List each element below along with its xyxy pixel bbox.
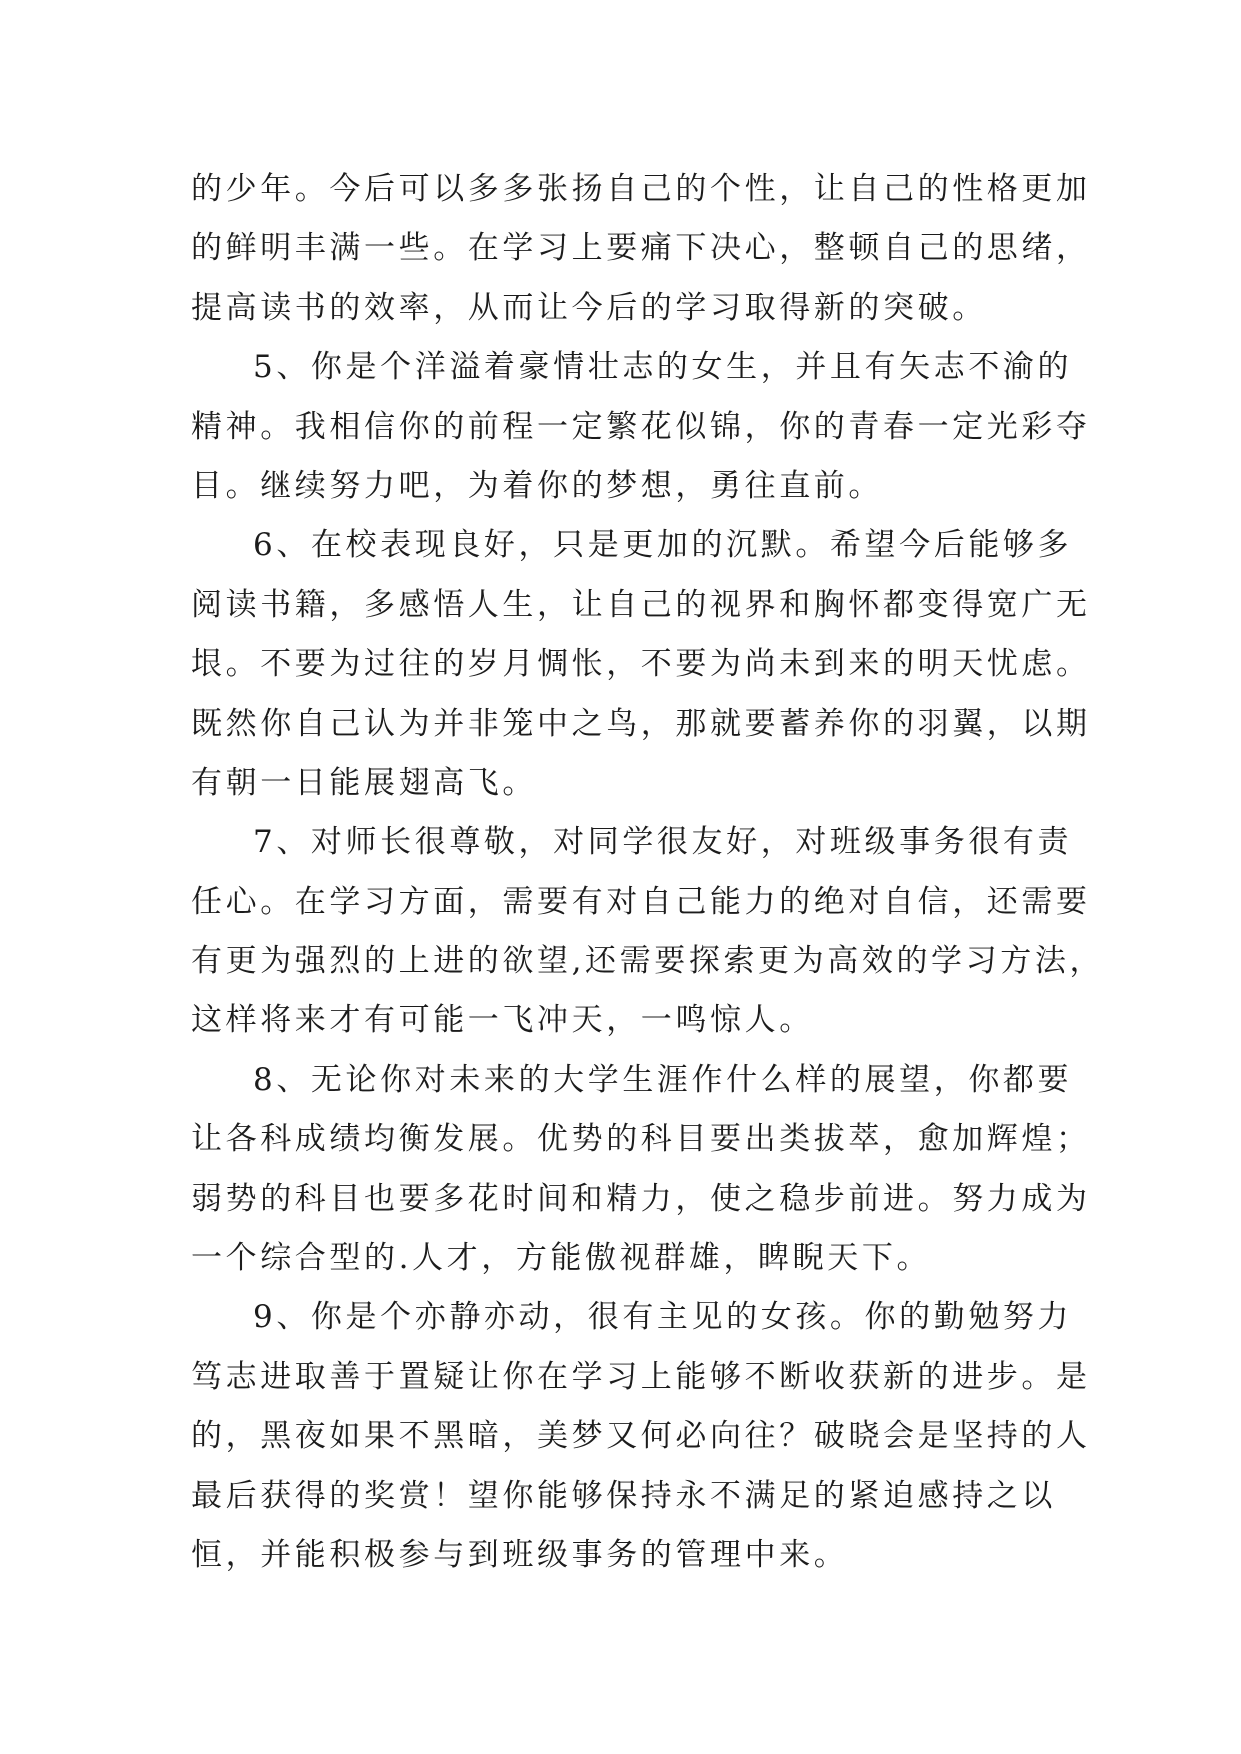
text-line: 5、你是个洋溢着豪情壮志的女生，并且有矢志不渝的 bbox=[253, 349, 1073, 386]
text-line: 让各科成绩均衡发展。优势的科目要出类拔萃，愈加辉煌； bbox=[191, 1121, 1091, 1158]
text-line: 恒，并能积极参与到班级事务的管理中来。 bbox=[191, 1536, 849, 1573]
text-line: 最后获得的奖赏！望你能够保持永不满足的紧迫感持之以 bbox=[191, 1477, 1056, 1514]
text-line: 的鲜明丰满一些。在学习上要痛下决心，整顿自己的思绪， bbox=[191, 230, 1091, 267]
text-line: 9、你是个亦静亦动，很有主见的女孩。你的勤勉努力 bbox=[253, 1299, 1073, 1336]
text-line: 垠。不要为过往的岁月惆怅，不要为尚未到来的明天忧虑。 bbox=[191, 646, 1091, 683]
text-line: 笃志进取善于置疑让你在学习上能够不断收获新的进步。是 bbox=[191, 1358, 1091, 1395]
text-line: 6、在校表现良好，只是更加的沉默。希望今后能够多 bbox=[253, 527, 1073, 564]
text-line: 既然你自己认为并非笼中之鸟，那就要蓄养你的羽翼，以期 bbox=[191, 705, 1091, 742]
text-line: 的，黑夜如果不黑暗，美梦又何必向往？破晓会是坚持的人 bbox=[191, 1418, 1091, 1455]
paragraph-item-8 bbox=[191, 1051, 1091, 1289]
paragraph-item-6 bbox=[191, 516, 1091, 813]
paragraph-continuation bbox=[191, 160, 1091, 338]
paragraph-item-7 bbox=[191, 813, 1105, 1051]
text-line: 弱势的科目也要多花时间和精力，使之稳步前进。努力成为 bbox=[191, 1180, 1091, 1217]
text-line: 8、无论你对未来的大学生涯作什么样的展望，你都要 bbox=[253, 1061, 1073, 1098]
text-line: 有更为强烈的上进的欲望,还需要探索更为高效的学习方法， bbox=[191, 943, 1105, 980]
text-line: 的少年。今后可以多多张扬自己的个性，让自己的性格更加 bbox=[191, 171, 1091, 207]
paragraph-item-9 bbox=[191, 1288, 1091, 1585]
text-line: 阅读书籍，多感悟人生，让自己的视界和胸怀都变得宽广无 bbox=[191, 586, 1091, 623]
text-line: 有朝一日能展翅高飞。 bbox=[191, 764, 537, 801]
text-line: 目。继续努力吧，为着你的梦想，勇往直前。 bbox=[191, 467, 883, 504]
text-line: 任心。在学习方面，需要有对自己能力的绝对自信，还需要 bbox=[191, 883, 1091, 920]
text-line: 一个综合型的.人才，方能傲视群雄，睥睨天下。 bbox=[191, 1240, 932, 1277]
text-line: 这样将来才有可能一飞冲天，一鸣惊人。 bbox=[191, 1002, 814, 1039]
text-line: 7、对师长很尊敬，对同学很友好，对班级事务很有责 bbox=[253, 824, 1073, 861]
text-line: 精神。我相信你的前程一定繁花似锦，你的青春一定光彩夺 bbox=[191, 408, 1091, 445]
text-line: 提高读书的效率，从而让今后的学习取得新的突破。 bbox=[191, 289, 987, 326]
document-body bbox=[191, 160, 1105, 1585]
paragraph-item-5 bbox=[191, 338, 1091, 516]
